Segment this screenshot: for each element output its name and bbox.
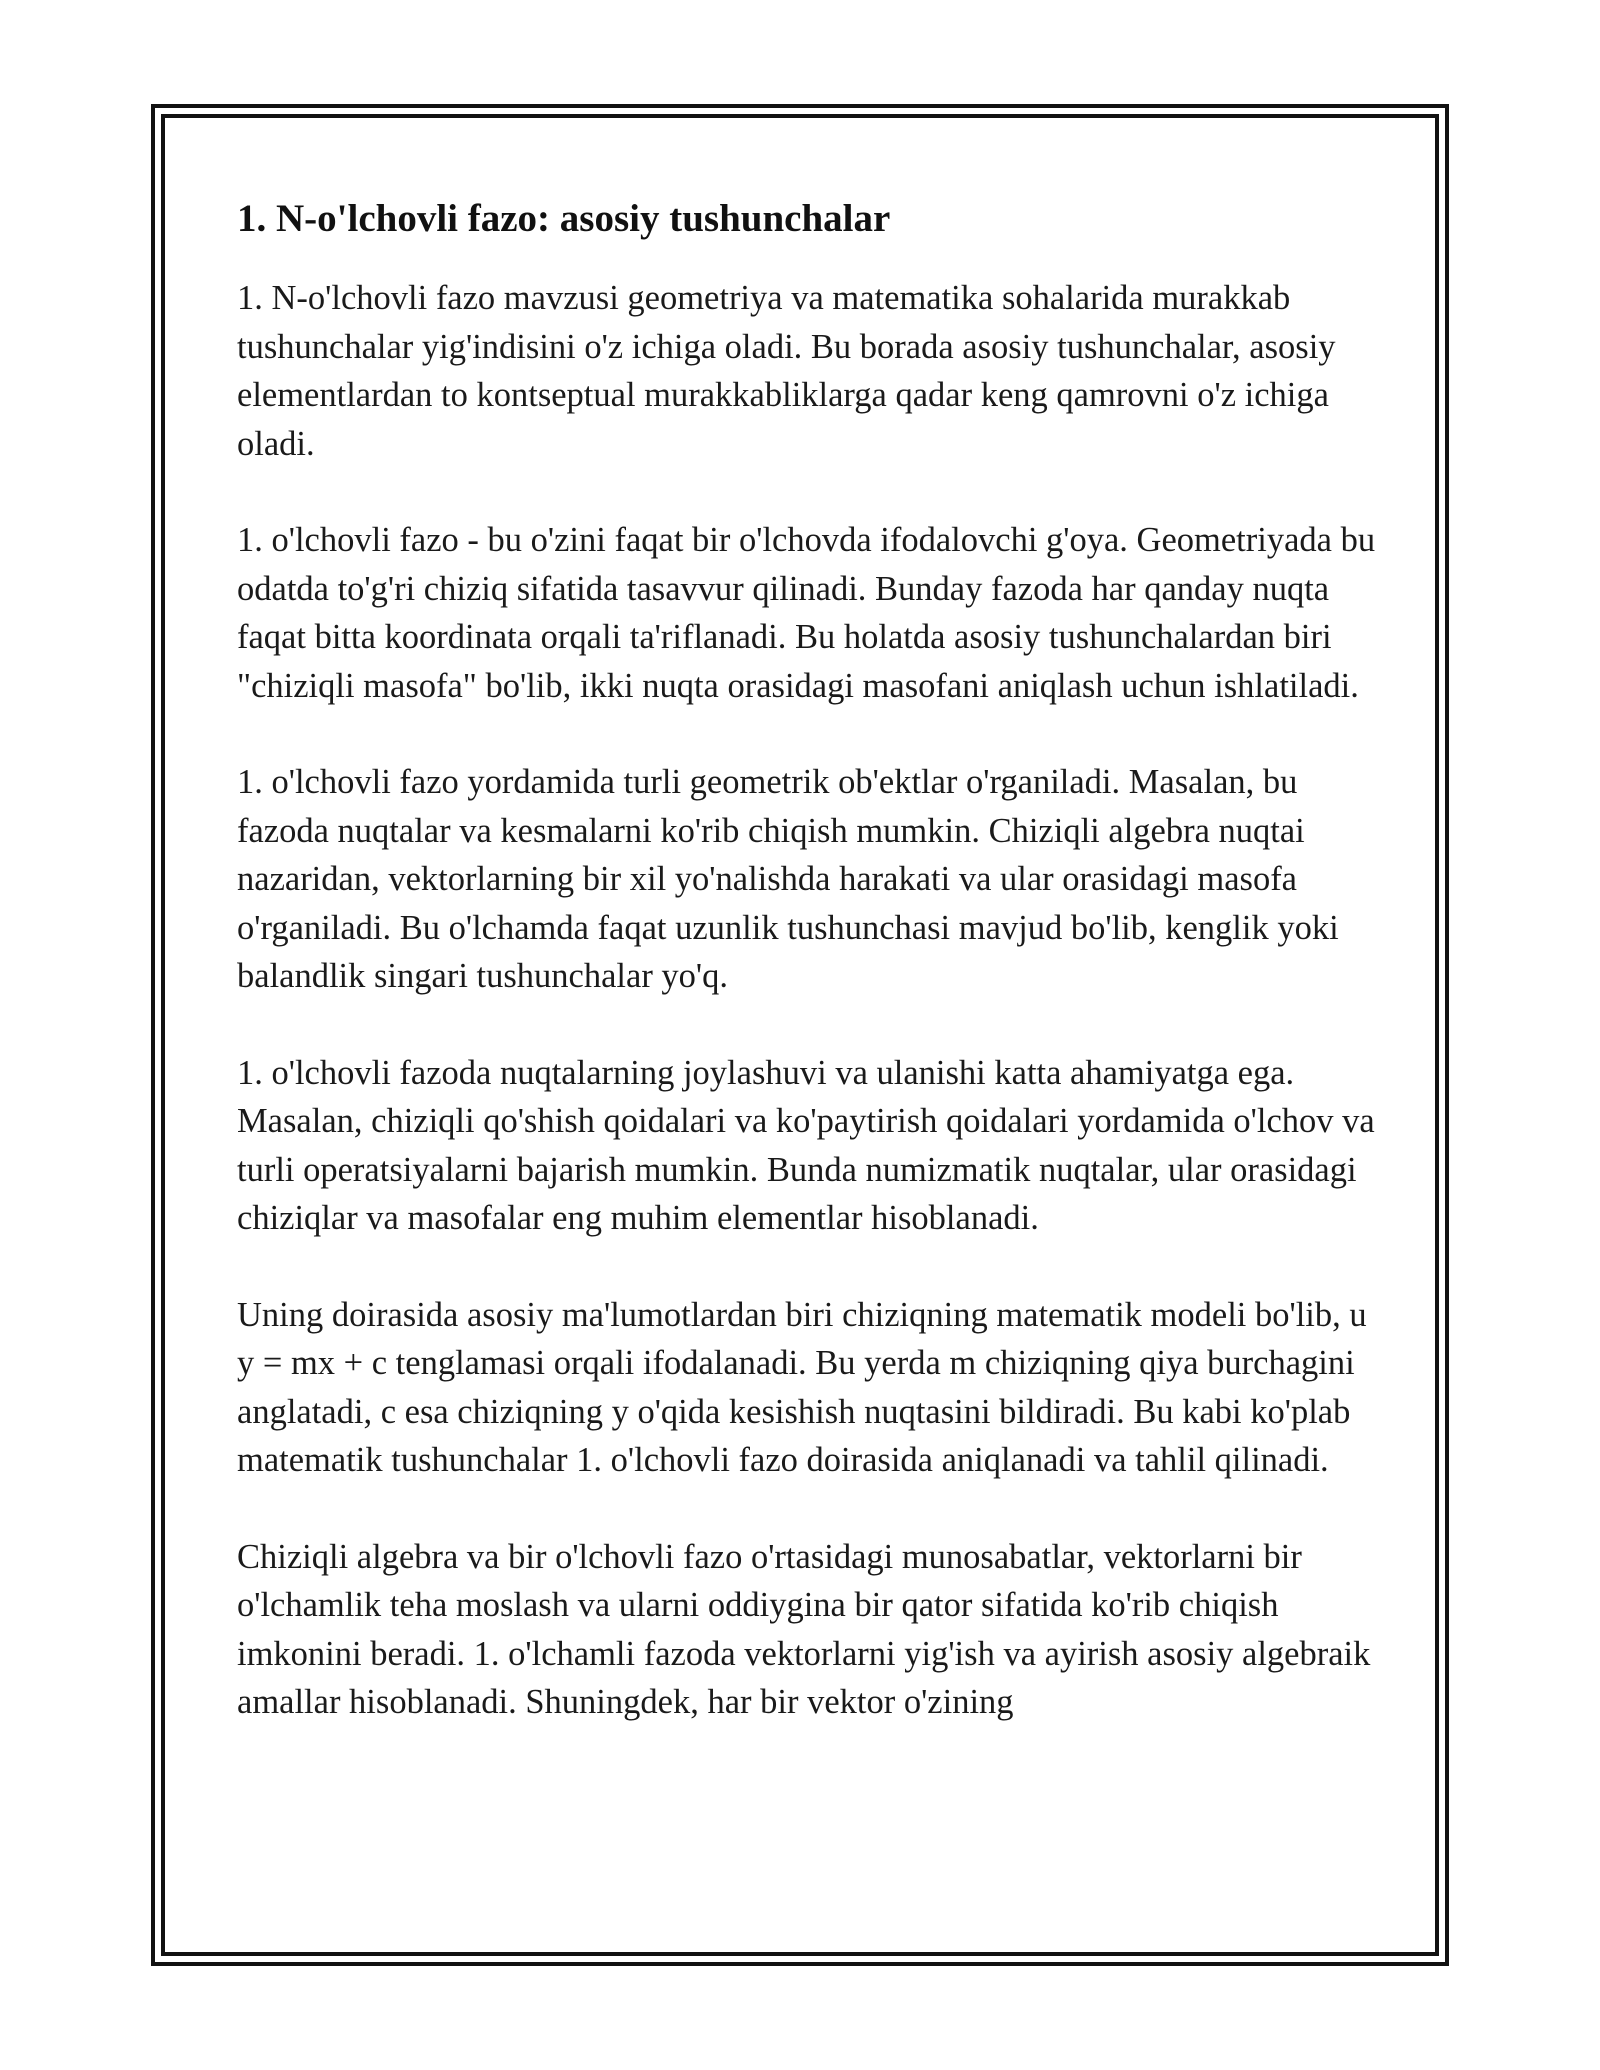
paragraph-3: 1. o'lchovli fazo yordamida turli geometrik ob'ektlar o'rganiladi. Masalan, bu fazoda nuqtalar va kesmalarni ko'rib chiqish mumkin. Chiziqli algebra nuqtai nazaridan, vektorlarning bir xil yo'nalishda harakati va ular orasidagi masofa o'rganiladi. Bu o'lchamda faqat uzunlik tushunchasi mavjud bo'lib, kenglik yoki balandlik singari tushunchalar yo'q. (237, 763, 1339, 995)
paragraph-2: 1. o'lchovli fazo - bu o'zini faqat bir o'lchovda ifodalovchi g'oya. Geometriyada bu odatda to'g'ri chiziq sifatida tasavvur qilinadi. Bunday fazoda har qanday nuqta faqat bitta koordinata orqali ta'riflanadi. Bu holatda asosiy tushunchalardan biri "chiziqli masofa" bo'lib, ikki nuqta orasidagi masofani aniqlash uchun ishlatiladi. (237, 521, 1376, 705)
page-content (237, 194, 1377, 1775)
paragraph-1: 1. N-o'lchovli fazo mavzusi geometriya va matematika sohalarida murakkab tushunchalar yig'indisini o'z ichiga oladi. Bu borada asosiy tushunchalar, asosiy elementlardan to kontseptual murakkabliklarga qadar keng qamrovni o'z ichiga oladi. (237, 279, 1336, 463)
page-border (151, 104, 1449, 1966)
paragraph-4: 1. o'lchovli fazoda nuqtalarning joylashuvi va ulanishi katta ahamiyatga ega. Masalan, chiziqli qo'shish qoidalari va ko'paytirish qoidalari yordamida o'lchov va turli operatsiyalarni bajarish mumkin. Bunda numizmatik nuqtalar, ular orasidagi chiziqlar va masofalar eng muhim elementlar hisoblanadi. (237, 1053, 1375, 1237)
page-border-inner (161, 114, 1439, 1956)
section-heading: 1. N-o'lchovli fazo: asosiy tushunchalar (237, 197, 891, 240)
paragraph-5: Uning doirasida asosiy ma'lumotlardan biri chiziqning matematik modeli bo'lib, u y = mx + c tenglamasi orqali ifodalanadi. Bu yerda m chiziqning qiya burchagini anglatadi, c esa chiziqning y o'qida kesishish nuqtasini bildiradi. Bu kabi ko'plab matematik tushunchalar 1. o'lchovli fazo doirasida aniqlanadi va tahlil qilinadi. (237, 1295, 1367, 1479)
paragraph-6: Chiziqli algebra va bir o'lchovli fazo o'rtasidagi munosabatlar, vektorlarni bir o'lchamlik teha moslash va ularni oddiygina bir qator sifatida ko'rib chiqish imkonini beradi. 1. o'lchamli fazoda vektorlarni yig'ish va ayirish asosiy algebraik amallar hisoblanadi. Shuningdek, har bir vektor o'zining (237, 1537, 1371, 1721)
